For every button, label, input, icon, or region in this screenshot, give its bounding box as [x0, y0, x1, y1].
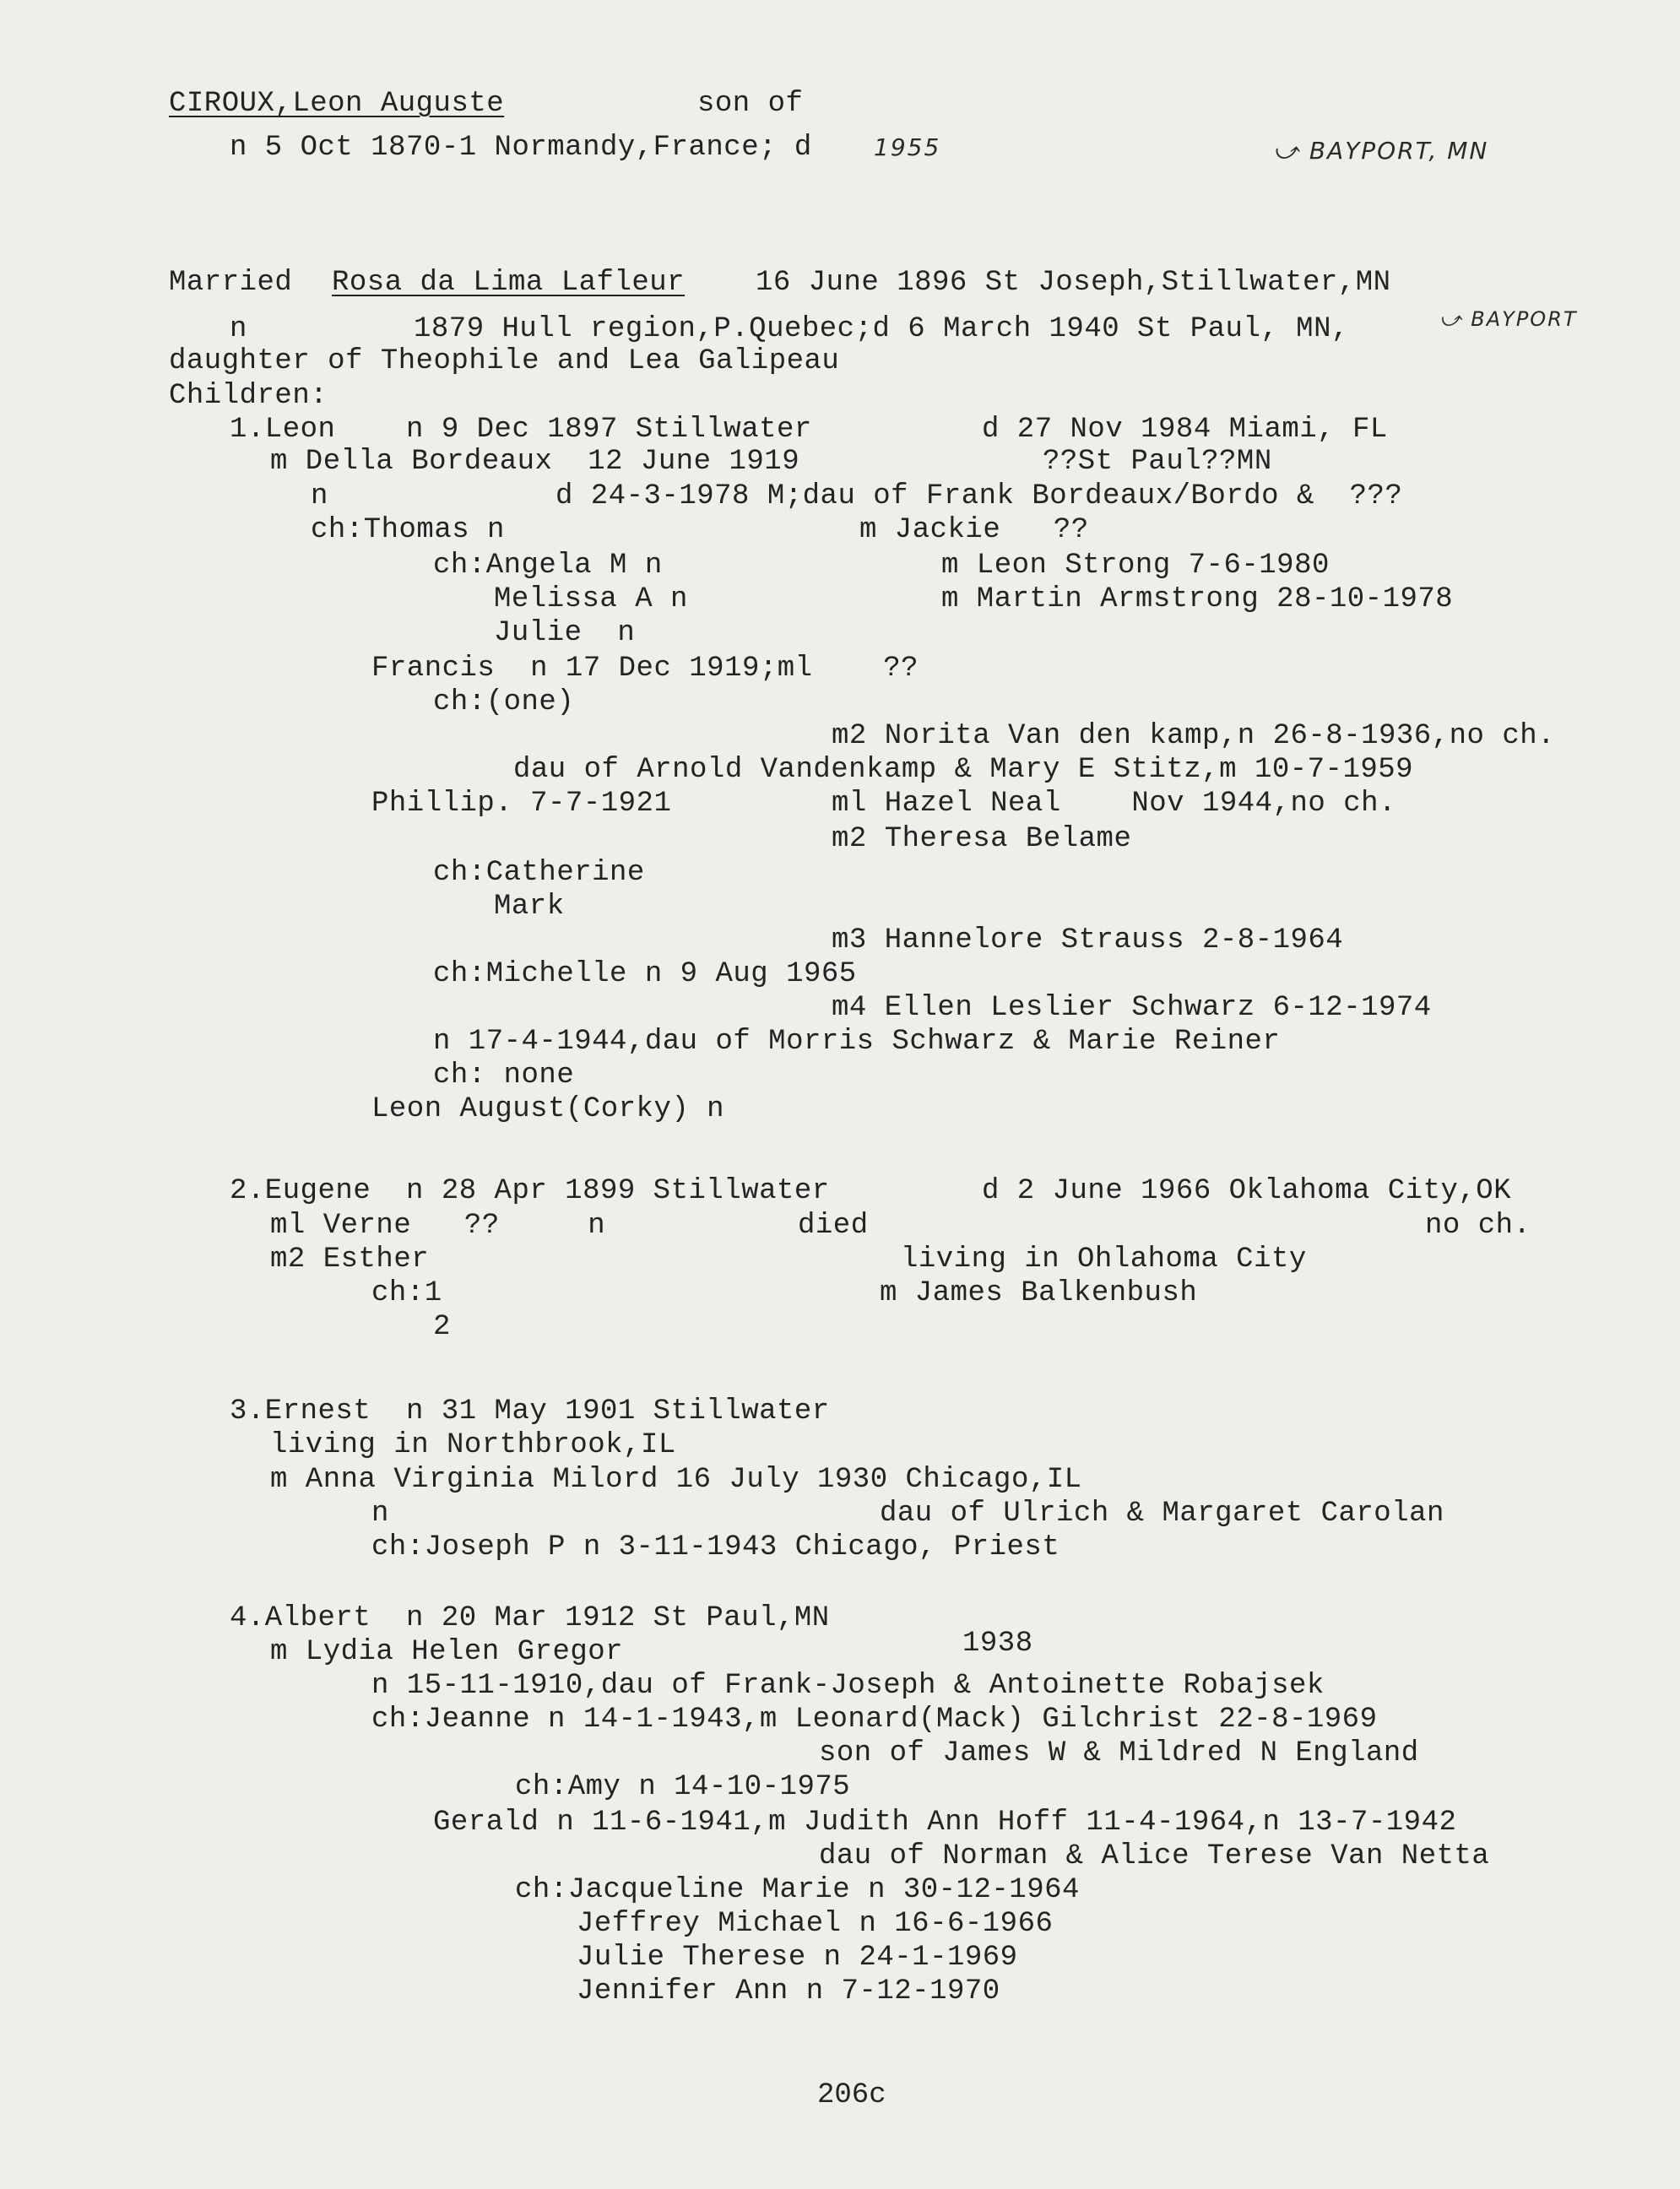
child-3-spouse-n: n: [371, 1498, 389, 1530]
grandchild-thomas-marriage: m Jackie ??: [859, 514, 1089, 546]
child-2-m1: ml Verne ?? n: [270, 1210, 606, 1242]
subject-name: CIROUX,Leon Auguste: [169, 88, 505, 120]
grandchild-phillip-m2: m2 Theresa Belame: [832, 823, 1132, 855]
married-label: Married: [169, 267, 293, 299]
child-1-spouse-details: d 24-3-1978 M;dau of Frank Bordeaux/Bordo & ???: [555, 480, 1403, 512]
page-number: 206c: [817, 2079, 886, 2111]
grandchild-gerald: Gerald n 11-6-1941,m Judith Ann Hoff 11-4-1964,n 13-7-1942: [433, 1807, 1457, 1839]
spouse-birth-n: n: [230, 313, 247, 345]
child-2-grandchild-1-marriage: m James Balkenbush: [880, 1277, 1198, 1309]
child-4-marriage: m Lydia Helen Gregor: [270, 1636, 624, 1668]
grandchild-francis-children: ch:(one): [433, 686, 575, 718]
grandchild-phillip: Phillip. 7-7-1921: [371, 788, 672, 820]
son-of-label: son of: [697, 88, 804, 120]
great-grandchild-jennifer: Jennifer Ann n 7-12-1970: [577, 1975, 1000, 2007]
child-2-m2-residence: living in Ohlahoma City: [901, 1244, 1307, 1276]
spouse-parents: daughter of Theophile and Lea Galipeau: [169, 345, 840, 377]
child-4-spouse-details: n 15-11-1910,dau of Frank-Joseph & Antoinette Robajsek: [371, 1670, 1325, 1702]
great-grandchild-michelle: ch:Michelle n 9 Aug 1965: [433, 958, 857, 990]
great-grandchild-melissa: Melissa A n: [494, 583, 688, 615]
grandchild-phillip-m3: m3 Hannelore Strauss 2-8-1964: [832, 924, 1344, 956]
child-4-line: 4.Albert n 20 Mar 1912 St Paul,MN: [230, 1602, 830, 1634]
great-grandchild-angela: ch:Angela M n: [433, 550, 663, 582]
child-2-m1-no-children: no ch.: [1425, 1210, 1531, 1242]
child-3-line: 3.Ernest n 31 May 1901 Stillwater: [230, 1395, 830, 1428]
child-2-grandchild-2: 2: [433, 1311, 451, 1343]
grandchild-jeanne-spouse-parents: son of James W & Mildred N England: [819, 1737, 1419, 1769]
child-3-marriage: m Anna Virginia Milord 16 July 1930 Chicago,IL: [270, 1464, 1082, 1496]
great-grandchild-catherine: ch:Catherine: [433, 857, 645, 889]
child-1-marriage: m Della Bordeaux 12 June 1919: [270, 446, 800, 478]
grandchild-phillip-m4-details: n 17-4-1944,dau of Morris Schwarz & Marie Reiner: [433, 1026, 1281, 1058]
great-grandchild-mark: Mark: [494, 891, 565, 923]
grandchild-phillip-m1: ml Hazel Neal Nov 1944,no ch.: [832, 788, 1396, 820]
child-3-spouse-parents: dau of Ulrich & Margaret Carolan: [880, 1498, 1444, 1530]
grandchild-phillip-m4: m4 Ellen Leslier Schwarz 6-12-1974: [832, 992, 1432, 1024]
grandchild-phillip-m4-children: ch: none: [433, 1059, 575, 1092]
spouse-name: Rosa da Lima Lafleur: [332, 267, 686, 299]
child-1-marriage-place: ??St Paul??MN: [1043, 446, 1272, 478]
child-3-grandchild-joseph: ch:Joseph P n 3-11-1943 Chicago, Priest: [371, 1531, 1060, 1563]
handwritten-death-year: 1955: [874, 133, 941, 161]
grandchild-francis-m2: m2 Norita Van den kamp,n 26-8-1936,no ch.: [832, 720, 1556, 752]
spouse-birth-details: 1879 Hull region,P.Quebec;d 6 March 1940 St Paul, MN,: [414, 313, 1349, 345]
grandchild-gerald-spouse-parents: dau of Norman & Alice Terese Van Netta: [819, 1840, 1490, 1872]
grandchild-thomas: ch:Thomas n: [311, 514, 505, 546]
grandchild-leon-august: Leon August(Corky) n: [371, 1093, 725, 1125]
grandchild-jeanne: ch:Jeanne n 14-1-1943,m Leonard(Mack) Gilchrist 22-8-1969: [371, 1704, 1378, 1736]
child-1-line: 1.Leon n 9 Dec 1897 Stillwater: [230, 414, 812, 446]
great-grandchild-julie-therese: Julie Therese n 24-1-1969: [577, 1942, 1018, 1974]
great-grandchild-amy: ch:Amy n 14-10-1975: [515, 1771, 851, 1803]
subject-birth-line: n 5 Oct 1870-1 Normandy,France; d: [230, 132, 812, 164]
great-grandchild-julie: Julie n: [494, 617, 636, 649]
grandchild-francis: Francis n 17 Dec 1919;ml ??: [371, 653, 919, 685]
great-grandchild-melissa-marriage: m Martin Armstrong 28-10-1978: [941, 583, 1454, 615]
child-3-residence: living in Northbrook,IL: [270, 1429, 676, 1461]
children-label: Children:: [169, 380, 328, 412]
handwritten-spouse-bayport: ⤻ BAYPORT: [1439, 307, 1578, 331]
great-grandchild-jeffrey: Jeffrey Michael n 16-6-1966: [577, 1908, 1054, 1940]
child-2-m1-died: died: [798, 1210, 869, 1242]
child-2-grandchild-1: ch:1: [371, 1277, 442, 1309]
grandchild-francis-m2-parents: dau of Arnold Vandenkamp & Mary E Stitz,m 10-7-1959: [513, 754, 1414, 786]
child-2-m2: m2 Esther: [270, 1244, 430, 1276]
great-grandchild-angela-marriage: m Leon Strong 7-6-1980: [941, 550, 1330, 582]
child-2-death: d 2 June 1966 Oklahoma City,OK: [982, 1175, 1512, 1207]
great-grandchild-jacqueline: ch:Jacqueline Marie n 30-12-1964: [515, 1874, 1080, 1906]
child-4-marriage-year: 1938: [962, 1628, 1033, 1660]
marriage-details: 16 June 1896 St Joseph,Stillwater,MN: [756, 267, 1391, 299]
child-1-spouse-n: n: [311, 480, 328, 512]
child-2-line: 2.Eugene n 28 Apr 1899 Stillwater: [230, 1175, 830, 1207]
child-1-death: d 27 Nov 1984 Miami, FL: [982, 414, 1388, 446]
handwritten-bayport-note: ⤻ BAYPORT, MN: [1273, 137, 1489, 165]
